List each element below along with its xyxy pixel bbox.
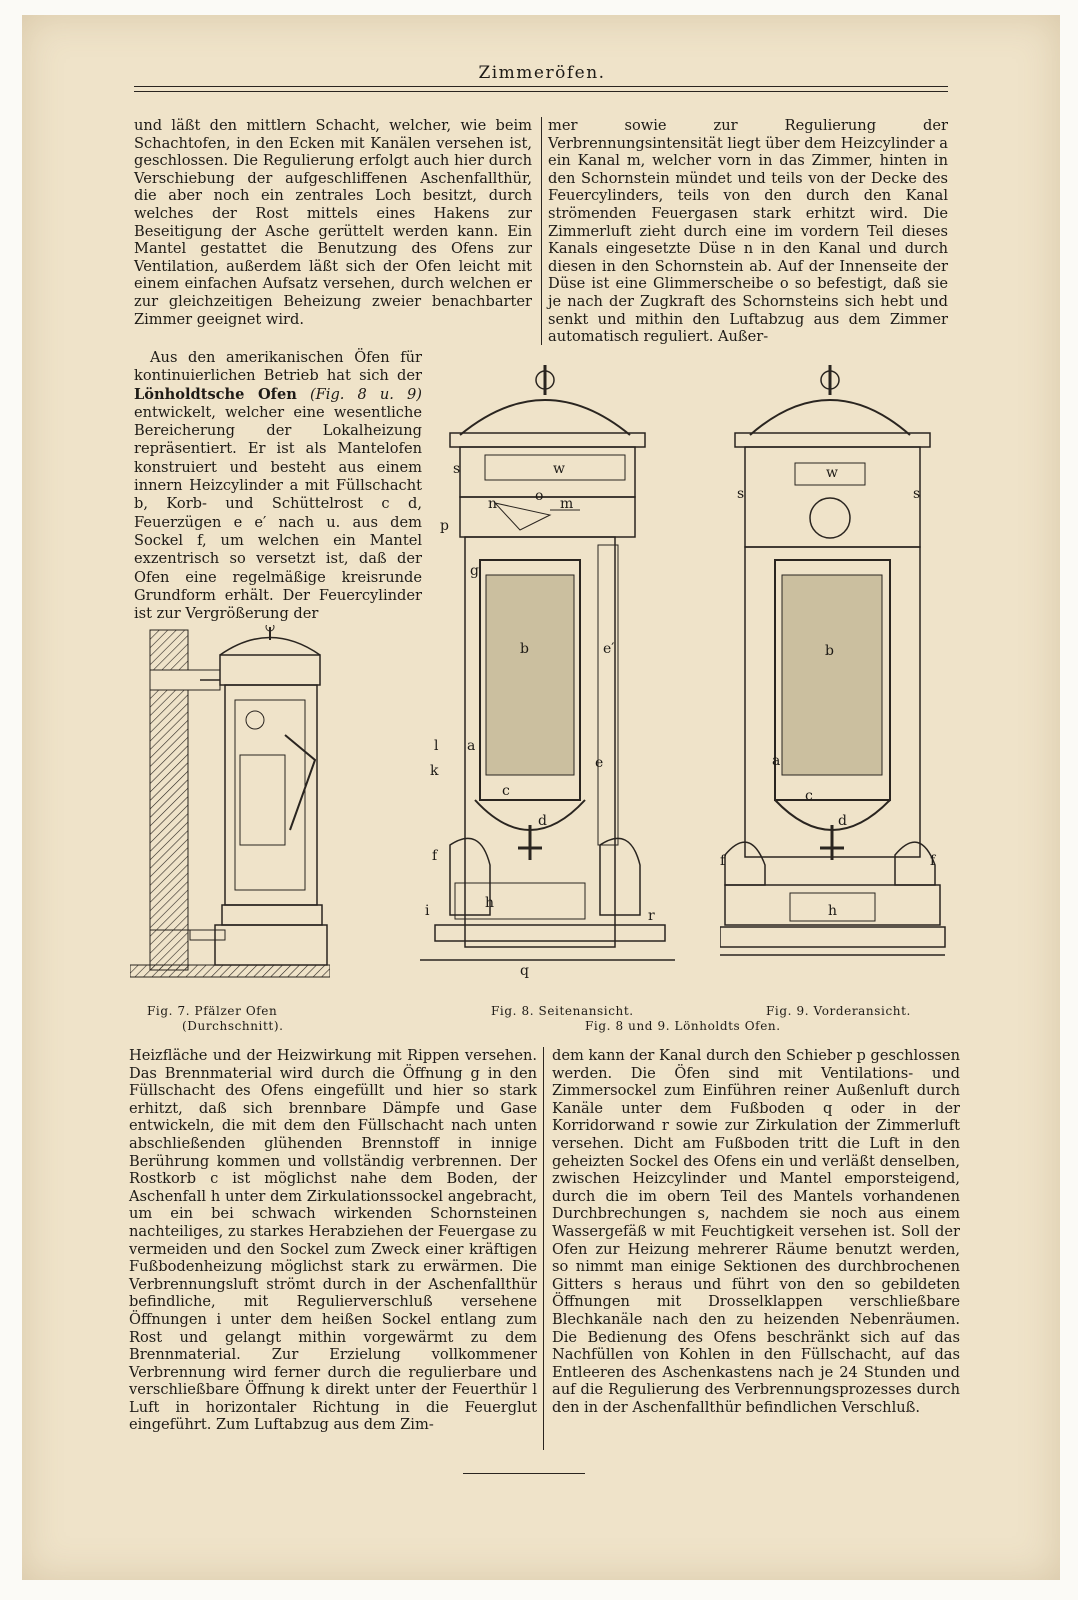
label-r: r — [648, 908, 655, 924]
label-c: c — [502, 783, 510, 799]
label-b: b — [825, 643, 834, 659]
label-g: g — [470, 563, 479, 579]
label-h: h — [485, 895, 495, 911]
label-q: q — [520, 963, 529, 979]
paragraph: Heizfläche und der Heizwirkung mit Rippen versehen. Das Brennmaterial wird durch die Öffnung g in den Füllschacht des Ofens eingefüllt und hier so stark erhitzt, daß sich brennbare Dämpfe und Gase entwickeln, die mit dem den Füllschacht nach unten abschließenden glühenden Brennstoff in innige Berührung kommen und vollständig verbrennen. Der Rostkorb c ist möglichst nahe dem Boden, der Aschenfall h unter dem Zirkulationssockel angebracht, um ein bei schwach wirkenden Schornsteinen nachteiliges, zu starkes Herabziehen der Feuergase zu vermeiden und den Sockel zum Zweck einer kräftigen Fußbodenheizung möglichst stark zu erwärmen. Die Verbrennungsluft strömt durch in der Aschenfallthür befindliche, mit Regulierverschluß versehene Öffnungen i unter dem heißen Sockel entlang zum Rost und gelangt mithin vorgewärmt zu dem Brennmaterial. Zur Erzielung vollkommener Verbrennung wird ferner durch die regulierbare und verschließbare Öffnung k direkt unter der Feuerthür l Luft in horizontaler Richtung in die Feuerglut eingeführt. Zum Luftabzug aus dem Zim- — [129, 1047, 537, 1434]
label-d: d — [838, 813, 847, 829]
figure-8-side-view — [420, 355, 685, 985]
paragraph — [134, 349, 422, 623]
label-s: s — [453, 461, 461, 477]
figure-7-pfaelzer-ofen — [130, 625, 330, 995]
end-rule — [463, 1473, 585, 1474]
text-column-bottom-right — [552, 1047, 960, 1416]
label-s: s — [913, 486, 921, 502]
caption-fig8: Fig. 8. Seitenansicht. — [491, 1004, 634, 1018]
coal-fill — [782, 575, 882, 775]
text-column-narrow — [134, 349, 422, 623]
header-rule — [134, 86, 948, 87]
label-f: f — [720, 853, 726, 869]
figure-9-front-view — [720, 355, 950, 985]
label-f: f — [432, 848, 438, 864]
paragraph-intro: Aus den amerikanischen Öfen für kontinuierlichen Betrieb hat sich der — [134, 349, 422, 385]
label-e: e — [595, 755, 604, 771]
label-k: k — [430, 763, 439, 779]
header-rule-thin — [134, 91, 948, 92]
label-a: a — [467, 738, 476, 754]
paragraph-rest: entwickelt, welcher eine wesentliche Bereicherung der Lokalheizung repräsentiert. Er ist als Mantelofen konstruiert und besteht aus einem innern Heizcylinder a mit Füllschacht b, Korb- und Schüttelrost c d, Feuerzügen e e′ nach u. aus dem Sockel f, um welchen ein Mantel exzentrisch so versetzt ist, daß der Ofen eine regelmäßige kreisrunde Grundform erhält. Der Feuercylinder ist zur Vergrößerung der — [134, 403, 422, 623]
text-column-top-left — [134, 117, 532, 328]
column-divider — [543, 1047, 544, 1450]
caption-fig9: Fig. 9. Vorderansicht. — [766, 1004, 911, 1018]
caption-fig7: Fig. 7. Pfälzer Ofen — [147, 1004, 278, 1018]
text-column-bottom-left — [129, 1047, 537, 1434]
label-c: c — [805, 788, 813, 804]
label-e-prime: e′ — [603, 641, 615, 657]
caption-fig8-9: Fig. 8 und 9. Lönholdts Ofen. — [585, 1019, 781, 1033]
label-f: f — [930, 853, 936, 869]
label-p: p — [440, 518, 449, 534]
label-a: a — [772, 753, 781, 769]
text-column-top-right — [548, 117, 948, 346]
label-h: h — [828, 903, 838, 919]
label-s: s — [737, 486, 745, 502]
column-divider — [541, 117, 542, 345]
paragraph: dem kann der Kanal durch den Schieber p geschlossen werden. Die Öfen sind mit Ventilations- und Zimmersockel zum Einführen reiner Außenluft durch Kanäle unter dem Fußboden q oder in der Korridorwand r sowie zur Zirkulation der Zimmerluft versehen. Dicht am Fußboden tritt die Luft in den geheizten Sockel des Ofens ein und verläßt denselben, zwischen Heizcylinder und Mantel emporsteigend, durch die im obern Teil des Mantels vorhandenen Durchbrechungen s, nachdem sie noch aus einem Wassergefäß w mit Feuchtigkeit versehen ist. Soll der Ofen zur Heizung mehrerer Räume benutzt werden, so nimmt man einige Sektionen des durchbrochenen Gitters s heraus und führt von den so gebildeten Öffnungen mit Drosselklappen verschließbare Blechkanäle nach den zu heizenden Nebenräumen. Die Bedienung des Ofens beschränkt sich auf das Nachfüllen von Kohlen in den Füllschacht, auf das Entleeren des Aschenkastens nach je 24 Stunden und auf die Regulierung des Verbrennungsprozesses durch den in der Aschenfallthür befindlichen Verschluß. — [552, 1047, 960, 1416]
figure-reference: (Fig. 8 u. 9) — [309, 385, 422, 403]
label-w: w — [553, 461, 565, 477]
label-w: w — [826, 465, 838, 481]
oven-name: Lönholdtsche Ofen — [134, 385, 297, 403]
paragraph: und läßt den mittlern Schacht, welcher, wie beim Schachtofen, in den Ecken mit Kanälen versehen ist, geschlossen. Die Regulierung erfolgt auch hier durch Verschiebung der aufgeschliffenen Aschenfallthür, die aber noch ein zentrales Loch besitzt, durch welches der Rost mittels eines Hakens zur Beseitigung der Asche gerüttelt werden kann. Ein Mantel gestattet die Benutzung des Ofens zur Ventilation, außerdem läßt sich der Ofen leicht mit einem einfachen Aufsatz versehen, durch welchen er zur gleichzeitigen Beheizung zweier benachbarter Zimmer geeignet wird. — [134, 117, 532, 328]
paragraph: mer sowie zur Regulierung der Verbrennungsintensität liegt über dem Heizcylinder a ein Kanal m, welcher vorn in das Zimmer, hinten in den Schornstein mündet und teils von der Decke des Feuercylinders, teils von den durch den Kanal strömenden Feuergasen stark erhitzt wird. Die Zimmerluft zieht durch eine im vordern Teil dieses Kanals eingesetzte Düse n in den Kanal und durch diesen in den Schornstein ab. Auf der Innenseite der Düse ist eine Glimmerscheibe o so befestigt, daß sie je nach der Zugkraft des Schornsteins sich hebt und senkt und mithin den Luftabzug aus dem Zimmer automatisch reguliert. Außer- — [548, 117, 948, 346]
label-m: m — [560, 496, 574, 512]
label-n: n — [488, 496, 498, 512]
coal-fill — [486, 575, 574, 775]
label-d: d — [538, 813, 547, 829]
label-l: l — [434, 738, 439, 754]
page-header: Zimmeröfen. — [478, 63, 606, 83]
label-b: b — [520, 641, 529, 657]
label-o: o — [535, 488, 544, 504]
caption-fig7-sub: (Durchschnitt). — [182, 1019, 284, 1033]
label-i: i — [425, 903, 430, 919]
